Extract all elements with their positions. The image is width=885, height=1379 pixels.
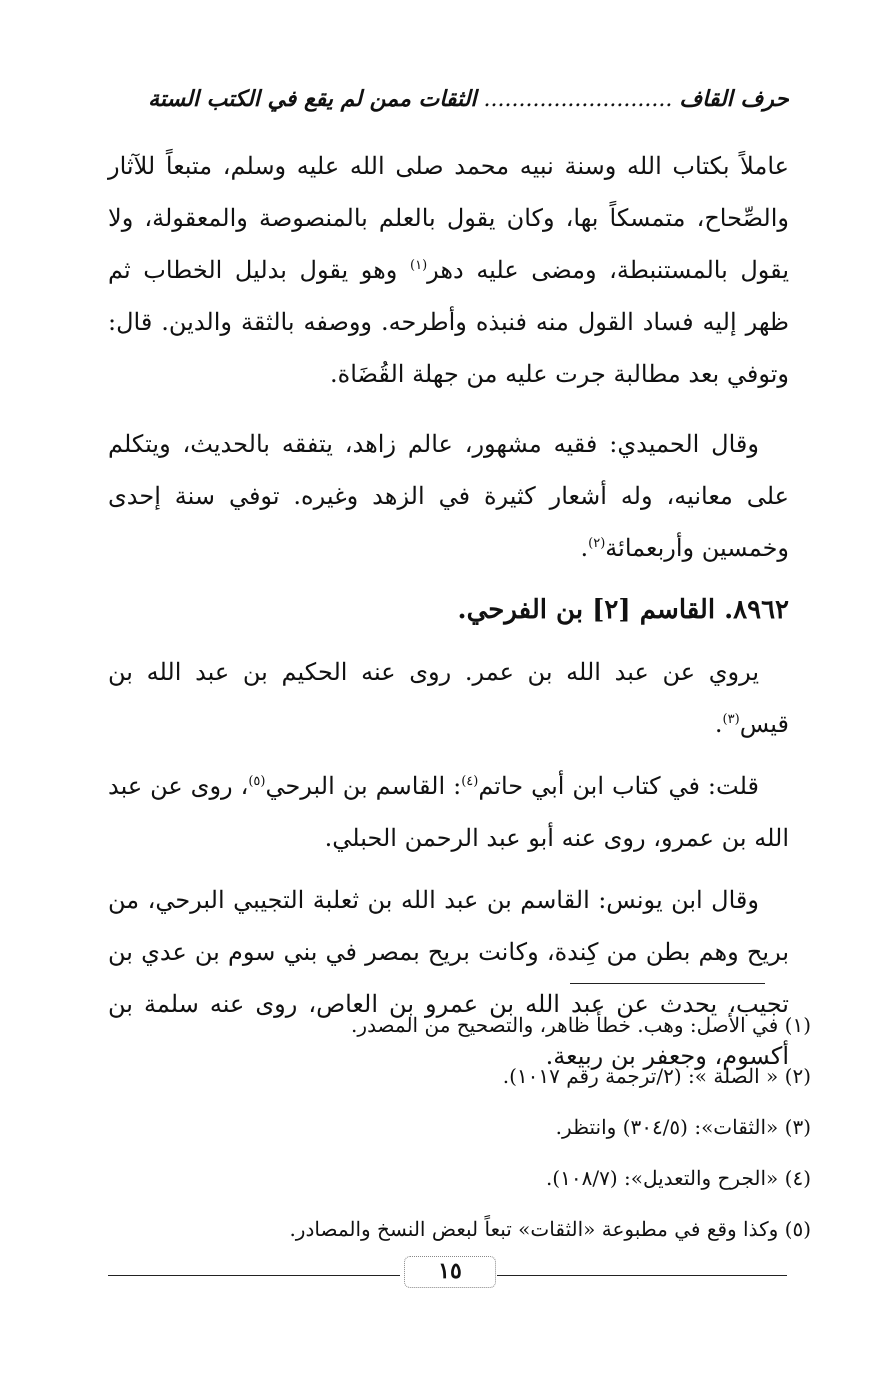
paragraph-4-text-b: : القاسم بن البرحي (265, 772, 462, 800)
footer-rule-right (497, 1275, 787, 1276)
footnote-2: (٢) « الصلة »: (٢/ترجمة رقم ١٠١٧). (502, 1064, 811, 1088)
spacer (108, 750, 789, 760)
footnote-ref-5: (٥) (248, 774, 266, 789)
footnote-ref-3: (٣) (722, 712, 740, 727)
paragraph-4 (108, 760, 789, 864)
header-dots: ........................... (483, 87, 673, 112)
paragraph-1-text: عاملاً بكتاب الله وسنة نبيه محمد صلى الله عليه وسلم، متبعاً للآثار والصِّحاح، متمسكاً بها، وكان يقول بالعلم بالمنصوصة والمعقولة، ولا يقول بالمستنبطة، ومضى عليه دهر (108, 152, 790, 284)
spacer (108, 574, 789, 584)
paragraph-3-end: . (714, 710, 723, 738)
paragraph-1 (108, 140, 789, 400)
spacer (108, 636, 789, 646)
paragraph-4-text-c: ، روى عن عبد الله بن عمرو، روى عنه أبو عبد الرحمن الحبلي. (108, 772, 789, 852)
paragraph-2-text: وقال الحميدي: فقيه مشهور، عالم زاهد، يتفقه بالحديث، ويتكلم على معانيه، وله أشعار كثيرة في الزهد وغيره. توفي سنة إحدى وخمسين وأربعمائة (108, 430, 789, 562)
paragraph-5: وقال ابن يونس: القاسم بن عبد الله بن ثعلبة التجيبي البرحي، من بريح وهم بطن من كِندة، وكانت بريح بمصر في بني سوم بن عدي بن تجيب، يحدث عن عبد الله بن عمرو بن العاص، روى عنه سلمة بن أكسوم، وجعفر بن ربيعة. (108, 886, 789, 1070)
paragraph-1-continued: وهو يقول بدليل الخطاب ثم ظهر إليه فساد القول منه فنبذه وأطرحه. ووصفه بالثقة والدين. قال: وتوفي بعد مطالبة جرت عليه من جهلة القُضَاة. (108, 256, 790, 388)
footnote-3: (٣) «الثقات»: (٣٠٤/٥) وانتظر. (555, 1115, 811, 1139)
paragraph-2 (108, 418, 789, 574)
footnotes (110, 1000, 811, 1255)
footnote-ref-1: (١) (410, 258, 428, 273)
paragraph-2-end: . (580, 534, 589, 562)
paragraph-4-text-a: قلت: في كتاب ابن أبي حاتم (478, 772, 759, 800)
footnote-ref-2: (٢) (588, 536, 606, 551)
footnote-separator (570, 983, 765, 984)
spacer (108, 864, 789, 874)
main-text (108, 140, 789, 1082)
footer-rule-left (108, 1275, 400, 1276)
entry-title: ٨٩٦٢. القاسم [٢] بن الفرحي. (457, 595, 789, 625)
footnote-5: (٥) وكذا وقع في مطبوعة «الثقات» تبعاً لبعض النسخ والمصادر. (289, 1217, 811, 1241)
paragraph-3-text: يروي عن عبد الله بن عمر. روى عنه الحكيم بن عبد الله بن قيس (108, 658, 789, 738)
header-chapter: حرف القاف (679, 86, 789, 112)
spacer (108, 400, 789, 418)
footnote-4: (٤) «الجرح والتعديل»: (١٠٨/٧). (545, 1166, 811, 1190)
paragraph-3 (108, 646, 789, 750)
header-book-title: الثقات ممن لم يقع في الكتب الستة (148, 86, 477, 112)
footnote-ref-4: (٤) (461, 774, 479, 789)
footnote-1: (١) في الأصل: وهب. خطأ ظاهر، والتصحيح من المصدر. (351, 1013, 811, 1037)
page-number: ١٥ (438, 1258, 462, 1284)
running-header (110, 86, 789, 126)
